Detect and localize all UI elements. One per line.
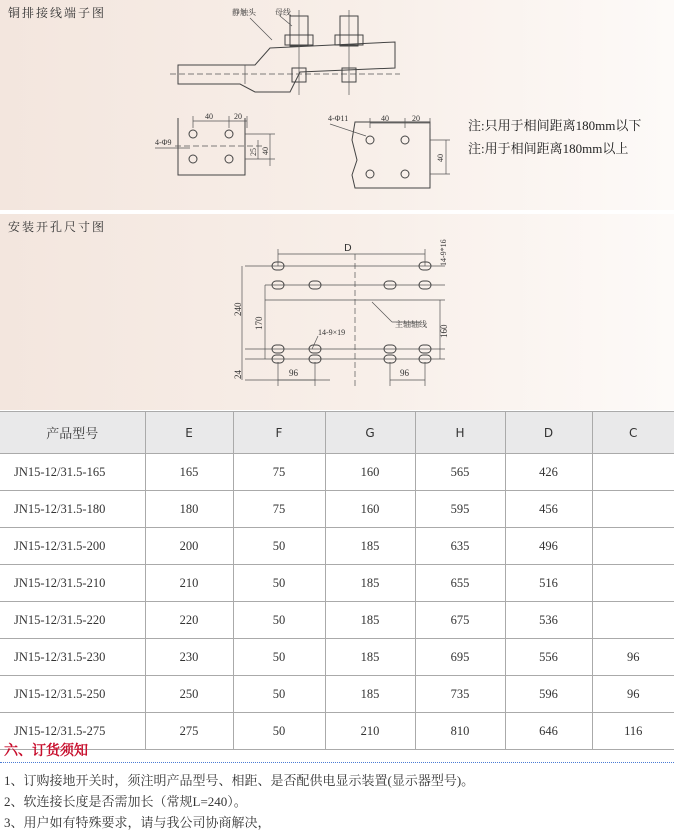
table-row	[0, 565, 674, 602]
left-hole-pattern	[155, 112, 275, 175]
cell-model: JN15-12/31.5-275	[0, 713, 145, 750]
cell-f: 50	[233, 676, 325, 713]
cell-e: 220	[145, 602, 233, 639]
dim-160: 160	[439, 324, 449, 338]
dim-20: 20	[234, 112, 242, 121]
cell-h: 635	[415, 528, 505, 565]
cell-h: 695	[415, 639, 505, 676]
cell-c	[592, 602, 674, 639]
table-row	[0, 676, 674, 713]
right-hole-pattern	[328, 114, 450, 188]
divider	[0, 762, 674, 763]
table-row	[0, 713, 674, 750]
cell-g: 185	[325, 602, 415, 639]
section-title-mounting: 安装开孔尺寸图	[8, 220, 107, 234]
cell-e: 230	[145, 639, 233, 676]
model-spec-table	[0, 411, 674, 750]
note-above-180: 注:用于相间距离180mm以上	[468, 141, 629, 156]
cell-d: 646	[505, 713, 592, 750]
cell-g: 185	[325, 528, 415, 565]
dim-96-right: 96	[400, 368, 409, 378]
cell-c: 96	[592, 676, 674, 713]
label-main-axis: 主轴轴线	[395, 320, 427, 329]
dim-40-vertical: 40	[261, 147, 270, 155]
list-item: 3、用户如有特殊要求，请与我公司协商解决，	[4, 815, 271, 830]
label-right-holes: 4-Φ11	[328, 114, 349, 123]
table-header-row	[0, 412, 674, 454]
table-row	[0, 454, 674, 491]
dim-240: 240	[233, 302, 243, 316]
note-below-180: 注:只用于相间距离180mm以下	[468, 118, 642, 133]
section-title-busbar: 铜排接线端子图	[8, 6, 107, 20]
header-d: D	[505, 412, 592, 454]
cell-h: 595	[415, 491, 505, 528]
cell-c	[592, 454, 674, 491]
cell-g: 185	[325, 565, 415, 602]
mounting-hole-drawing	[0, 214, 674, 410]
table-row	[0, 639, 674, 676]
label-slots-middle: 14-9×19	[318, 328, 346, 337]
cell-h: 735	[415, 676, 505, 713]
dim-24: 24	[233, 370, 243, 379]
cell-f: 50	[233, 528, 325, 565]
cell-d: 516	[505, 565, 592, 602]
cell-h: 565	[415, 454, 505, 491]
cell-f: 50	[233, 565, 325, 602]
dim-40-vertical: 40	[436, 154, 445, 162]
cell-e: 165	[145, 454, 233, 491]
cell-d: 536	[505, 602, 592, 639]
cell-g: 210	[325, 713, 415, 750]
cell-h: 810	[415, 713, 505, 750]
cell-c	[592, 565, 674, 602]
header-f: F	[233, 412, 325, 454]
dim-170: 170	[254, 316, 264, 330]
dim-40: 40	[205, 112, 213, 121]
cell-h: 655	[415, 565, 505, 602]
cell-c: 116	[592, 713, 674, 750]
cell-e: 250	[145, 676, 233, 713]
list-item: 2、软连接长度是否需加长（常规L=240）。	[4, 794, 247, 809]
label-busbar: 母线	[275, 8, 291, 17]
cell-f: 50	[233, 602, 325, 639]
cell-e: 180	[145, 491, 233, 528]
table-row	[0, 491, 674, 528]
header-h: H	[415, 412, 505, 454]
cell-d: 556	[505, 639, 592, 676]
cell-model: JN15-12/31.5-230	[0, 639, 145, 676]
cell-h: 675	[415, 602, 505, 639]
cell-f: 75	[233, 454, 325, 491]
dim-96-left: 96	[289, 368, 298, 378]
cell-f: 50	[233, 713, 325, 750]
label-static-contact: 静触头	[232, 8, 256, 17]
cell-g: 160	[325, 454, 415, 491]
cell-f: 50	[233, 639, 325, 676]
cell-c	[592, 528, 674, 565]
order-notes-title: 六、订货须知	[4, 743, 88, 759]
header-g: G	[325, 412, 415, 454]
cell-e: 200	[145, 528, 233, 565]
list-item: 1、订购接地开关时，须注明产品型号、相距、是否配供电显示装置(显示器型号)。	[4, 773, 475, 788]
dim-d: D	[344, 243, 352, 254]
header-e: E	[145, 412, 233, 454]
cell-f: 75	[233, 491, 325, 528]
header-model: 产品型号	[0, 412, 145, 454]
cell-d: 596	[505, 676, 592, 713]
cell-d: 496	[505, 528, 592, 565]
cell-g: 185	[325, 639, 415, 676]
cell-e: 275	[145, 713, 233, 750]
mounting-lines	[233, 239, 449, 389]
header-c: C	[592, 412, 674, 454]
cell-model: JN15-12/31.5-200	[0, 528, 145, 565]
busbar-terminal-drawing	[0, 0, 674, 210]
dim-25: 25	[249, 148, 258, 156]
label-left-holes: 4-Φ9	[155, 138, 172, 147]
cell-d: 456	[505, 491, 592, 528]
cell-model: JN15-12/31.5-180	[0, 491, 145, 528]
cell-model: JN15-12/31.5-165	[0, 454, 145, 491]
cell-g: 160	[325, 491, 415, 528]
cell-g: 185	[325, 676, 415, 713]
dim-20: 20	[412, 114, 420, 123]
mounting-slots	[272, 262, 431, 363]
cell-c	[592, 491, 674, 528]
cell-model: JN15-12/31.5-220	[0, 602, 145, 639]
cell-c: 96	[592, 639, 674, 676]
cell-model: JN15-12/31.5-210	[0, 565, 145, 602]
order-notes-list	[4, 770, 474, 833]
busbar-side-view	[170, 7, 400, 95]
cell-d: 426	[505, 454, 592, 491]
dim-40: 40	[381, 114, 389, 123]
table-row	[0, 528, 674, 565]
table-row	[0, 602, 674, 639]
label-slots-top: 14-9*16	[439, 239, 448, 266]
cell-e: 210	[145, 565, 233, 602]
cell-model: JN15-12/31.5-250	[0, 676, 145, 713]
